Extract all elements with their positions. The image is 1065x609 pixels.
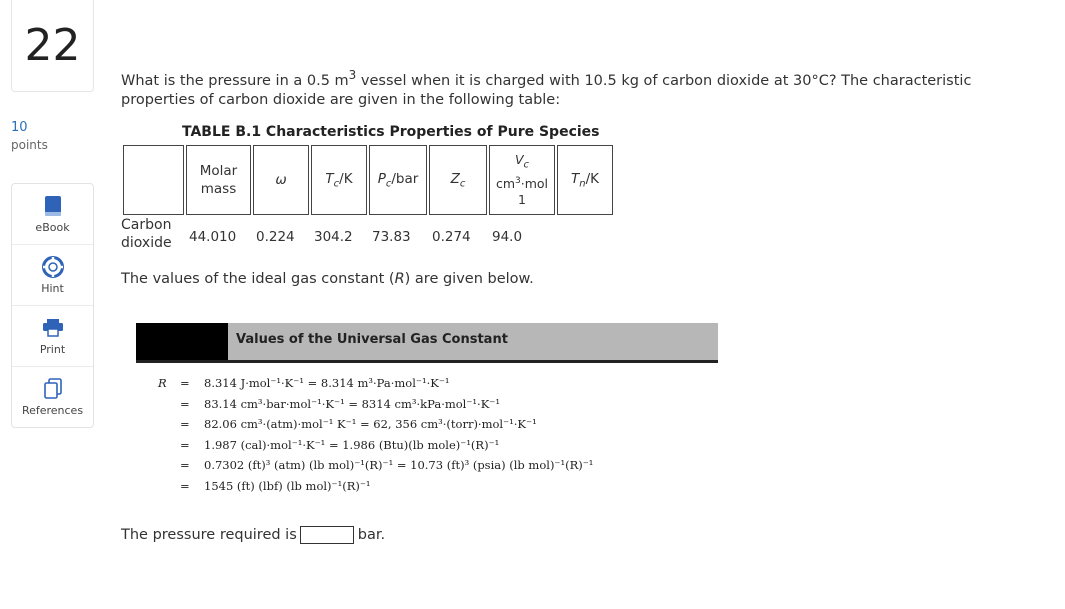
gas-constant-values [158,373,593,496]
tools-panel [11,183,94,428]
gas-constant-row: = 83.14 cm³·bar·mol⁻¹·K⁻¹ = 8314 cm³·kPa·mol⁻¹·K⁻¹ [180,396,500,411]
references-button[interactable]: References [12,367,93,427]
cell-vc: 94.0 [492,229,523,245]
table-title: TABLE B.1 Characteristics Properties of Pure Species [182,124,600,140]
table-row [123,217,613,257]
answer-line [121,526,385,544]
row-label-carbon-dioxide: Carbon dioxide [121,217,172,251]
header-molar-mass: Molar mass [186,145,251,215]
answer-unit: bar. [357,527,386,543]
gas-constant-row: = 1545 (ft) (lbf) (lb mol)⁻¹(R)⁻¹ [180,478,371,493]
table-header-empty [123,145,184,215]
points-label: points [11,138,48,152]
gas-constant-table-title: Values of the Universal Gas Constant [236,332,508,347]
cell-tc: 304.2 [314,229,353,245]
gas-constant-row: = 1.987 (cal)·mol⁻¹·K⁻¹ = 1.986 (Btu)(lb mole)⁻¹(R)⁻¹ [180,437,500,452]
question-text: What is the pressure in a 0.5 $m^3$ vessel when it is charged with 10.5 kg of carbon dioxide at 30°C? The characteristic properties of carbon dioxide are given in the following table: [121,68,972,108]
header-black-block [136,323,228,360]
gas-constant-note: The values of the ideal gas constant (R) are given below. [121,271,534,287]
header-vc: $V_c$ $cm^3\cdot mol$ 1 [489,145,555,215]
cell-omega: 0.224 [256,229,295,245]
cell-molar-mass: 44.010 [189,229,237,245]
print-button[interactable]: Print [12,306,93,367]
header-pc: $P_c$/bar [369,145,427,215]
header-zc: $Z_c$ [429,145,487,215]
header-tc: $T_c/K$ [311,145,367,215]
gas-constant-table-header [136,323,718,363]
header-tn: $T_n/K$ [557,145,613,215]
question-number: 22 [11,0,94,92]
pressure-answer-input[interactable] [300,526,354,544]
ebook-button[interactable]: eBook [12,184,93,245]
hint-button[interactable]: Hint [12,245,93,306]
gas-constant-row: R = 8.314 J·mol⁻¹·K⁻¹ = 8.314 m³·Pa·mol⁻¹·K⁻¹ [158,376,450,391]
printer-icon [42,317,64,339]
cell-zc: 0.274 [432,229,471,245]
header-omega: ω [253,145,309,215]
gas-constant-row: = 0.7302 (ft)³ (atm) (lb mol)⁻¹(R)⁻¹ = 10.73 (ft)³ (psia) (lb mol)⁻¹(R)⁻¹ [180,458,594,473]
references-icon [43,378,63,400]
answer-prefix: The pressure required is [121,527,297,543]
book-icon [44,195,62,217]
lifebuoy-icon [42,256,64,278]
cell-pc: 73.83 [372,229,411,245]
points-value: 10 [11,120,28,135]
properties-table [121,143,615,259]
cell-tn [557,217,613,257]
gas-constant-row: = 82.06 cm³·(atm)·mol⁻¹ K⁻¹ = 62, 356 cm³·(torr)·mol⁻¹·K⁻¹ [180,417,537,432]
